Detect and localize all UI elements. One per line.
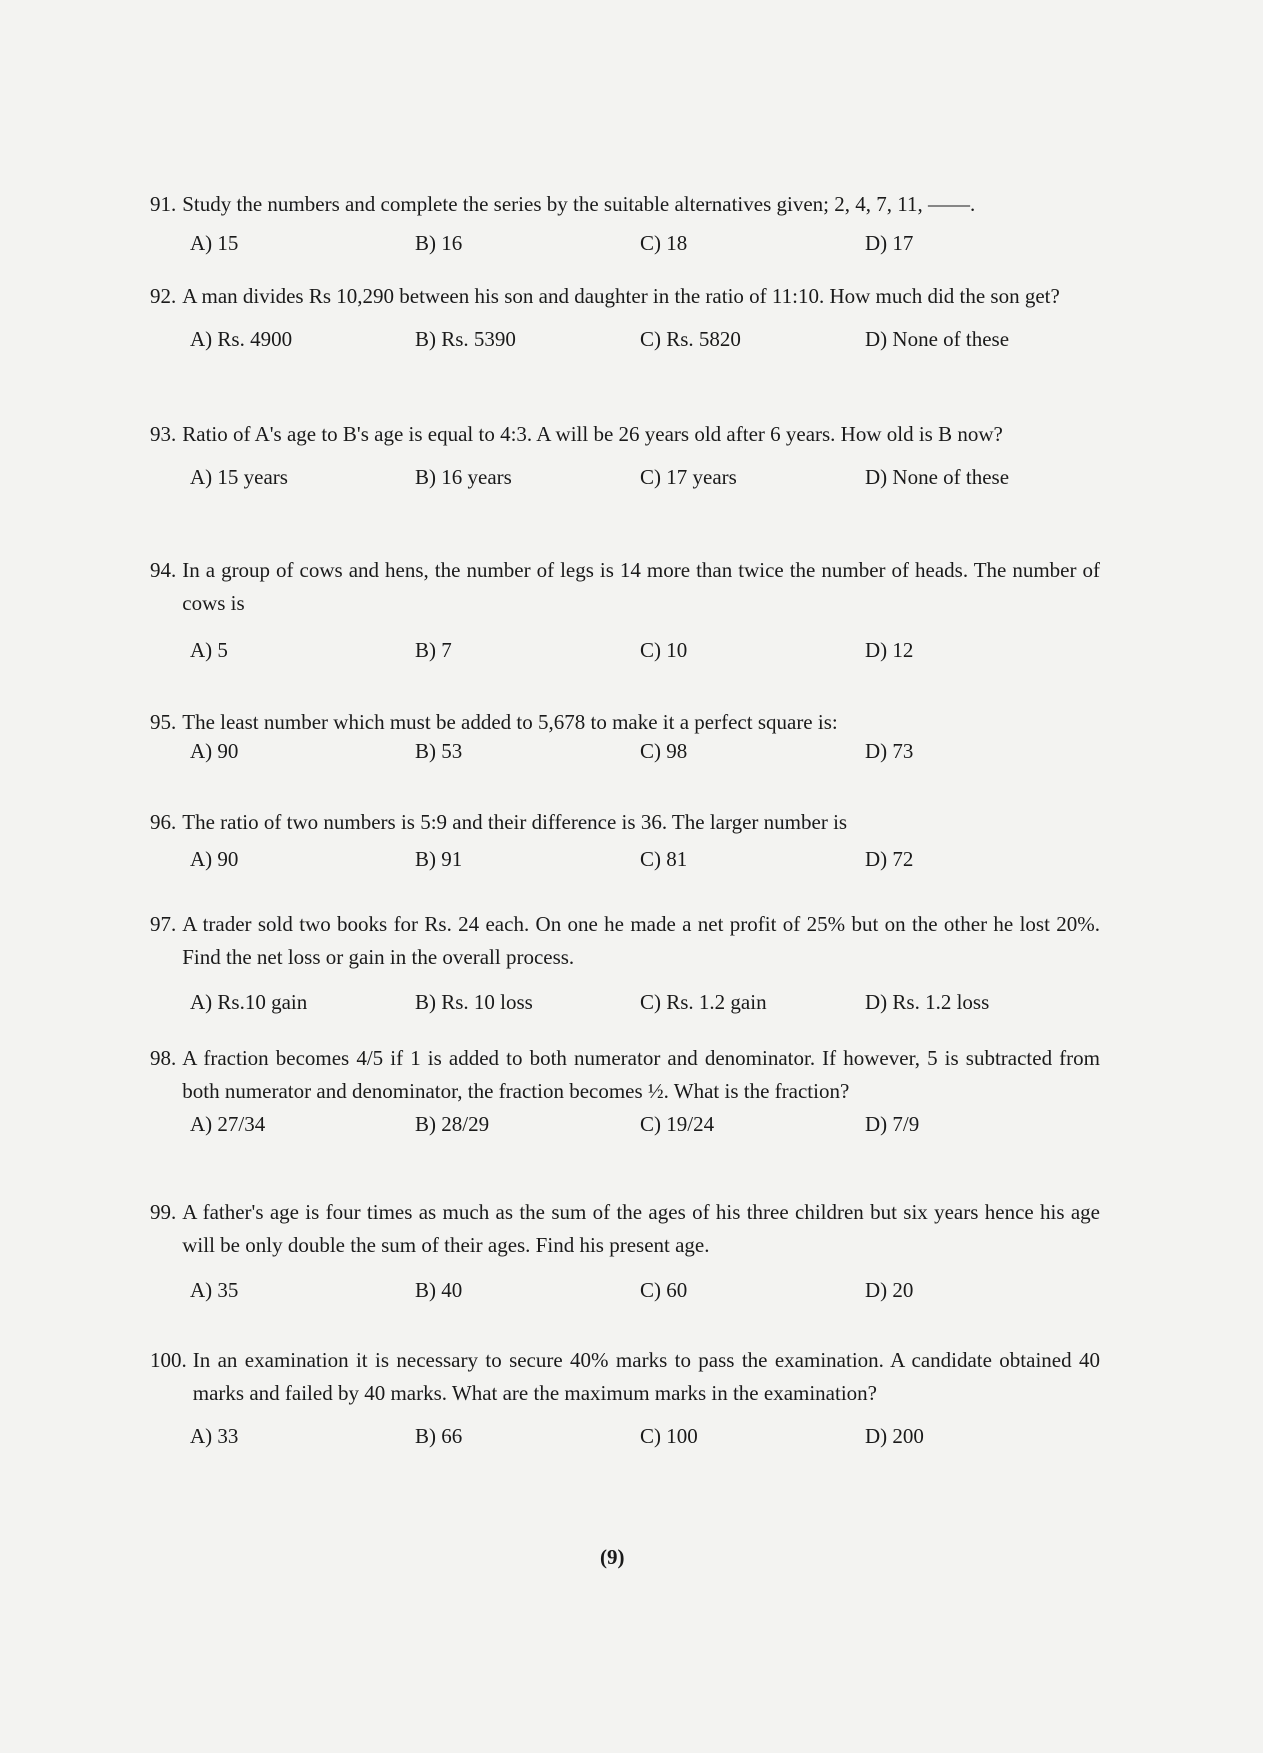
question-text: A man divides Rs 10,290 between his son and daughter in the ratio of 11:10. How much did the son get? [182, 284, 1060, 308]
option-a: A) 5 [190, 638, 228, 662]
option-a: A) 27/34 [190, 1112, 266, 1136]
option-b: B) 40 [415, 1278, 463, 1302]
option-a: A) 15 [190, 231, 239, 255]
option-c: C) 100 [640, 1424, 698, 1448]
question-97 [150, 908, 1100, 1020]
option-b: B) 66 [415, 1424, 463, 1448]
option-a: A) Rs. 4900 [190, 327, 293, 351]
option-c: C) 17 years [640, 465, 737, 489]
question-text: A fraction becomes 4/5 if 1 is added to both numerator and denominator. If however, 5 is subtracted from both numerator and denominator, the fraction becomes ½. What is the fraction? [182, 1046, 1100, 1103]
question-number: 98. [150, 1046, 177, 1070]
question-text-row [150, 1042, 1100, 1108]
question-text: In an examination it is necessary to secure 40% marks to pass the examination. A candidate obtained 40 marks and failed by 40 marks. What are the maximum marks in the examination? [192, 1348, 1100, 1405]
answer-options [150, 990, 1100, 1020]
question-number: 91. [150, 192, 177, 216]
option-d: D) 73 [865, 739, 914, 763]
question-text: Ratio of A's age to B's age is equal to 4:3. A will be 26 years old after 6 years. How old is B now? [182, 422, 1003, 446]
question-number: 95. [150, 710, 177, 734]
option-c: C) 19/24 [640, 1112, 715, 1136]
question-text: Study the numbers and complete the series by the suitable alternatives given; 2, 4, 7, 11, ——. [182, 192, 976, 216]
question-text: A trader sold two books for Rs. 24 each. On one he made a net profit of 25% but on the other he lost 20%. Find the net loss or gain in the overall process. [182, 912, 1100, 969]
option-c: C) 81 [640, 847, 688, 871]
option-d: D) 72 [865, 847, 914, 871]
question-text-row [150, 418, 1100, 451]
question-number: 93. [150, 422, 177, 446]
question-text-row [150, 1196, 1100, 1262]
question-number: 97. [150, 912, 177, 936]
option-d: D) None of these [865, 327, 1010, 351]
question-98 [150, 1042, 1100, 1142]
question-99 [150, 1196, 1100, 1308]
question-text-row [150, 908, 1100, 974]
option-d: D) 12 [865, 638, 914, 662]
option-b: B) 7 [415, 638, 452, 662]
option-c: C) Rs. 1.2 gain [640, 990, 767, 1014]
option-a: A) 35 [190, 1278, 239, 1302]
option-d: D) Rs. 1.2 loss [865, 990, 990, 1014]
question-text: In a group of cows and hens, the number of legs is 14 more than twice the number of heads. The number of cows is [182, 558, 1100, 615]
question-number: 92. [150, 284, 177, 308]
show-through-text [120, 148, 125, 170]
question-number: 94. [150, 558, 177, 582]
option-d: D) 20 [865, 1278, 914, 1302]
option-b: B) 91 [415, 847, 463, 871]
question-text: The least number which must be added to 5,678 to make it a perfect square is: [182, 710, 838, 734]
answer-options [150, 847, 1100, 877]
question-100 [150, 1344, 1100, 1454]
question-92 [150, 280, 1100, 357]
option-a: A) 90 [190, 739, 239, 763]
question-96 [150, 806, 1100, 877]
option-b: B) Rs. 5390 [415, 327, 516, 351]
option-b: B) 53 [415, 739, 463, 763]
option-b: B) Rs. 10 loss [415, 990, 533, 1014]
option-c: C) 18 [640, 231, 688, 255]
question-text-row [150, 188, 1100, 221]
option-a: A) Rs.10 gain [190, 990, 308, 1014]
option-b: B) 16 years [415, 465, 512, 489]
answer-options [150, 739, 1100, 769]
option-d: D) None of these [865, 465, 1010, 489]
question-95 [150, 706, 1100, 769]
question-text-row [150, 706, 1100, 739]
question-93 [150, 418, 1100, 495]
answer-options [150, 327, 1100, 357]
question-text: The ratio of two numbers is 5:9 and their difference is 36. The larger number is [182, 810, 848, 834]
option-d: D) 200 [865, 1424, 924, 1448]
option-c: C) 10 [640, 638, 688, 662]
answer-options [150, 465, 1100, 495]
question-number: 100. [150, 1348, 187, 1372]
answer-options [150, 231, 1100, 261]
question-91 [150, 188, 1100, 261]
question-text-row [150, 1344, 1100, 1410]
answer-options [150, 1112, 1100, 1142]
option-b: B) 28/29 [415, 1112, 490, 1136]
answer-options [150, 1278, 1100, 1308]
option-a: A) 33 [190, 1424, 239, 1448]
page-number: (9) [600, 1545, 625, 1569]
option-c: C) 60 [640, 1278, 688, 1302]
option-a: A) 90 [190, 847, 239, 871]
question-text-row [150, 554, 1100, 620]
option-c: C) Rs. 5820 [640, 327, 741, 351]
option-b: B) 16 [415, 231, 463, 255]
option-a: A) 15 years [190, 465, 288, 489]
question-text: A father's age is four times as much as the sum of the ages of his three children but six years hence his age will be only double the sum of their ages. Find his present age. [182, 1200, 1100, 1257]
question-number: 96. [150, 810, 177, 834]
question-text-row [150, 806, 1100, 839]
option-d: D) 7/9 [865, 1112, 920, 1136]
answer-options [150, 638, 1100, 668]
question-text-row [150, 280, 1100, 313]
question-number: 99. [150, 1200, 177, 1224]
option-d: D) 17 [865, 231, 914, 255]
question-94 [150, 554, 1100, 668]
answer-options [150, 1424, 1100, 1454]
option-c: C) 98 [640, 739, 688, 763]
